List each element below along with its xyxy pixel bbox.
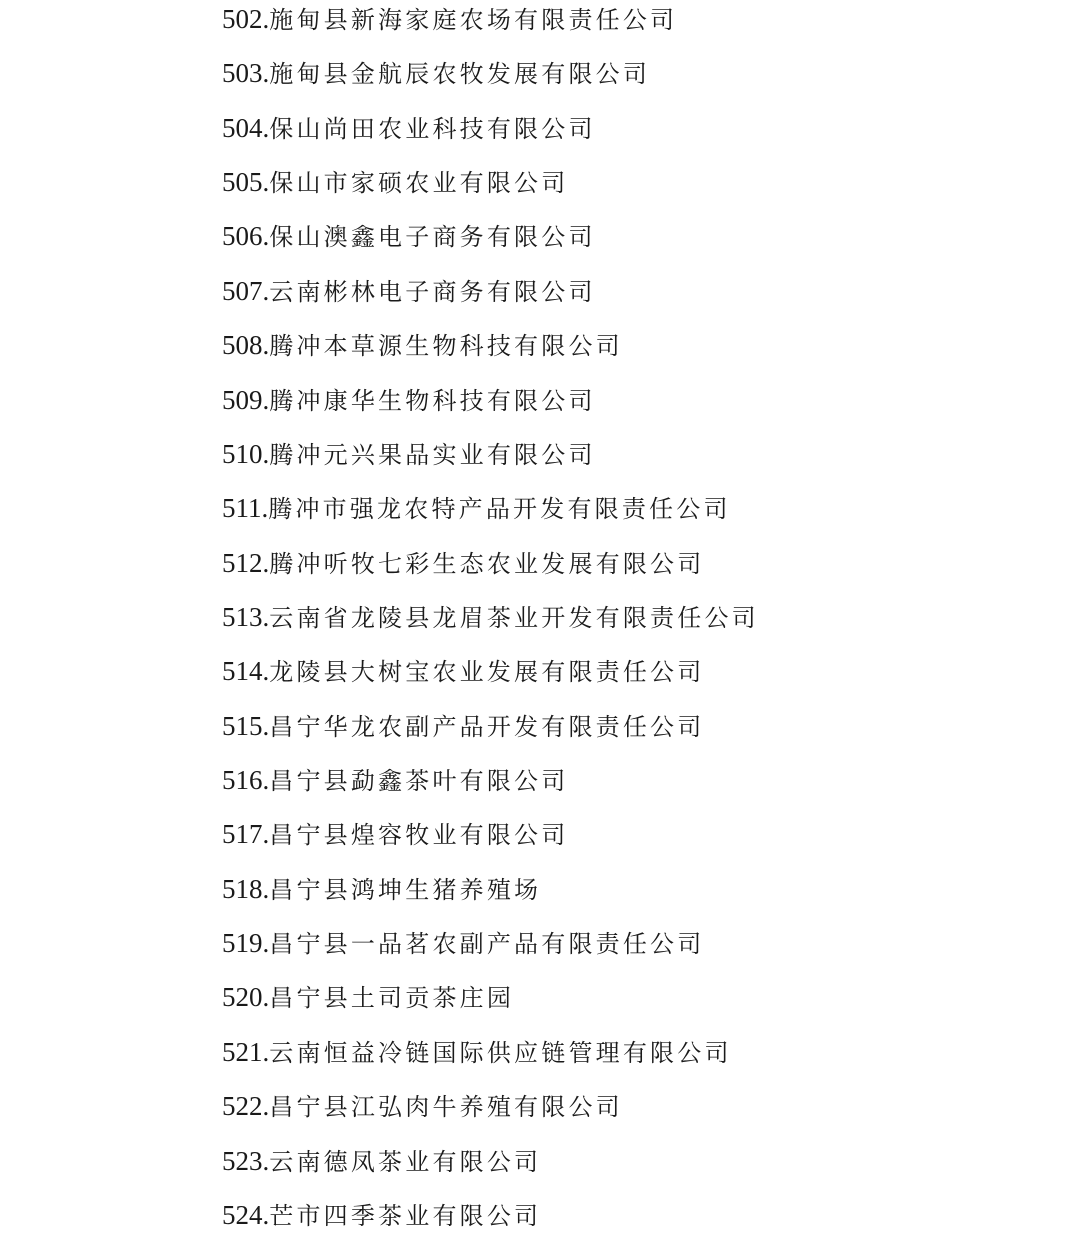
item-number: 505. — [222, 167, 270, 198]
list-item — [222, 699, 759, 753]
item-number: 516. — [222, 765, 270, 796]
list-item — [222, 155, 759, 209]
company-name: 昌宁县勐鑫茶叶有限公司 — [269, 767, 569, 796]
list-item — [222, 1079, 759, 1133]
company-name: 云南省龙陵县龙眉茶业开发有限责任公司 — [269, 603, 759, 632]
company-name: 昌宁县江弘肉牛养殖有限公司 — [269, 1093, 623, 1122]
item-number: 517. — [222, 819, 270, 850]
company-name: 施甸县金航辰农牧发展有限公司 — [269, 60, 651, 89]
list-item — [222, 1025, 759, 1079]
list-item — [222, 427, 759, 481]
item-number: 503. — [222, 58, 270, 89]
company-name: 龙陵县大树宝农业发展有限责任公司 — [269, 658, 705, 687]
list-item — [222, 0, 759, 46]
item-number: 515. — [222, 710, 270, 741]
company-name: 云南恒益冷链国际供应链管理有限公司 — [269, 1038, 732, 1067]
item-number: 513. — [222, 601, 270, 632]
company-name: 芒市四季茶业有限公司 — [269, 1201, 542, 1230]
list-item — [222, 590, 759, 644]
item-number: 506. — [222, 221, 270, 252]
item-number: 514. — [222, 656, 270, 687]
list-item — [222, 970, 759, 1024]
company-name: 保山尚田农业科技有限公司 — [269, 114, 596, 143]
item-number: 509. — [222, 384, 270, 415]
item-number: 502. — [222, 4, 270, 34]
item-number: 520. — [222, 982, 270, 1013]
company-name: 施甸县新海家庭农场有限责任公司 — [269, 6, 678, 34]
list-item — [222, 807, 759, 861]
list-item — [222, 318, 759, 372]
list-item — [222, 536, 759, 590]
list-item — [222, 916, 759, 970]
item-number: 504. — [222, 112, 270, 143]
company-name: 昌宁县一品茗农副产品有限责任公司 — [269, 930, 705, 959]
company-name: 腾冲听牧七彩生态农业发展有限公司 — [269, 549, 705, 578]
company-name: 昌宁华龙农副产品开发有限责任公司 — [269, 712, 705, 741]
company-name: 昌宁县鸿坤生猪养殖场 — [269, 875, 542, 904]
list-item — [222, 862, 759, 916]
company-name: 腾冲康华生物科技有限公司 — [269, 386, 596, 415]
item-number: 508. — [222, 330, 270, 361]
item-number: 521. — [222, 1036, 270, 1067]
list-item — [222, 264, 759, 318]
item-number: 518. — [222, 873, 270, 904]
company-name: 云南彬林电子商务有限公司 — [269, 277, 596, 306]
item-number: 522. — [222, 1091, 270, 1122]
item-number: 507. — [222, 275, 270, 306]
company-name: 保山市家硕农业有限公司 — [269, 169, 569, 198]
company-name: 昌宁县煌容牧业有限公司 — [269, 821, 569, 850]
company-name: 腾冲元兴果品实业有限公司 — [269, 440, 596, 469]
list-item — [222, 209, 759, 263]
list-item — [222, 1188, 759, 1242]
list-item — [222, 481, 759, 535]
list-item — [222, 373, 759, 427]
company-name: 保山澳鑫电子商务有限公司 — [269, 223, 596, 252]
item-number: 510. — [222, 438, 270, 469]
list-item — [222, 644, 759, 698]
item-number: 512. — [222, 547, 270, 578]
item-number: 511. — [222, 493, 269, 524]
item-number: 519. — [222, 928, 270, 959]
item-number: 524. — [222, 1199, 270, 1230]
list-item — [222, 753, 759, 807]
company-list — [222, 0, 759, 1242]
company-name: 昌宁县土司贡茶庄园 — [269, 984, 515, 1013]
company-name: 腾冲本草源生物科技有限公司 — [269, 332, 623, 361]
company-name: 腾冲市强龙农特产品开发有限责任公司 — [268, 495, 731, 524]
list-item — [222, 46, 759, 100]
item-number: 523. — [222, 1145, 270, 1176]
list-item — [222, 1134, 759, 1188]
list-item — [222, 101, 759, 155]
company-name: 云南德凤茶业有限公司 — [269, 1147, 542, 1176]
